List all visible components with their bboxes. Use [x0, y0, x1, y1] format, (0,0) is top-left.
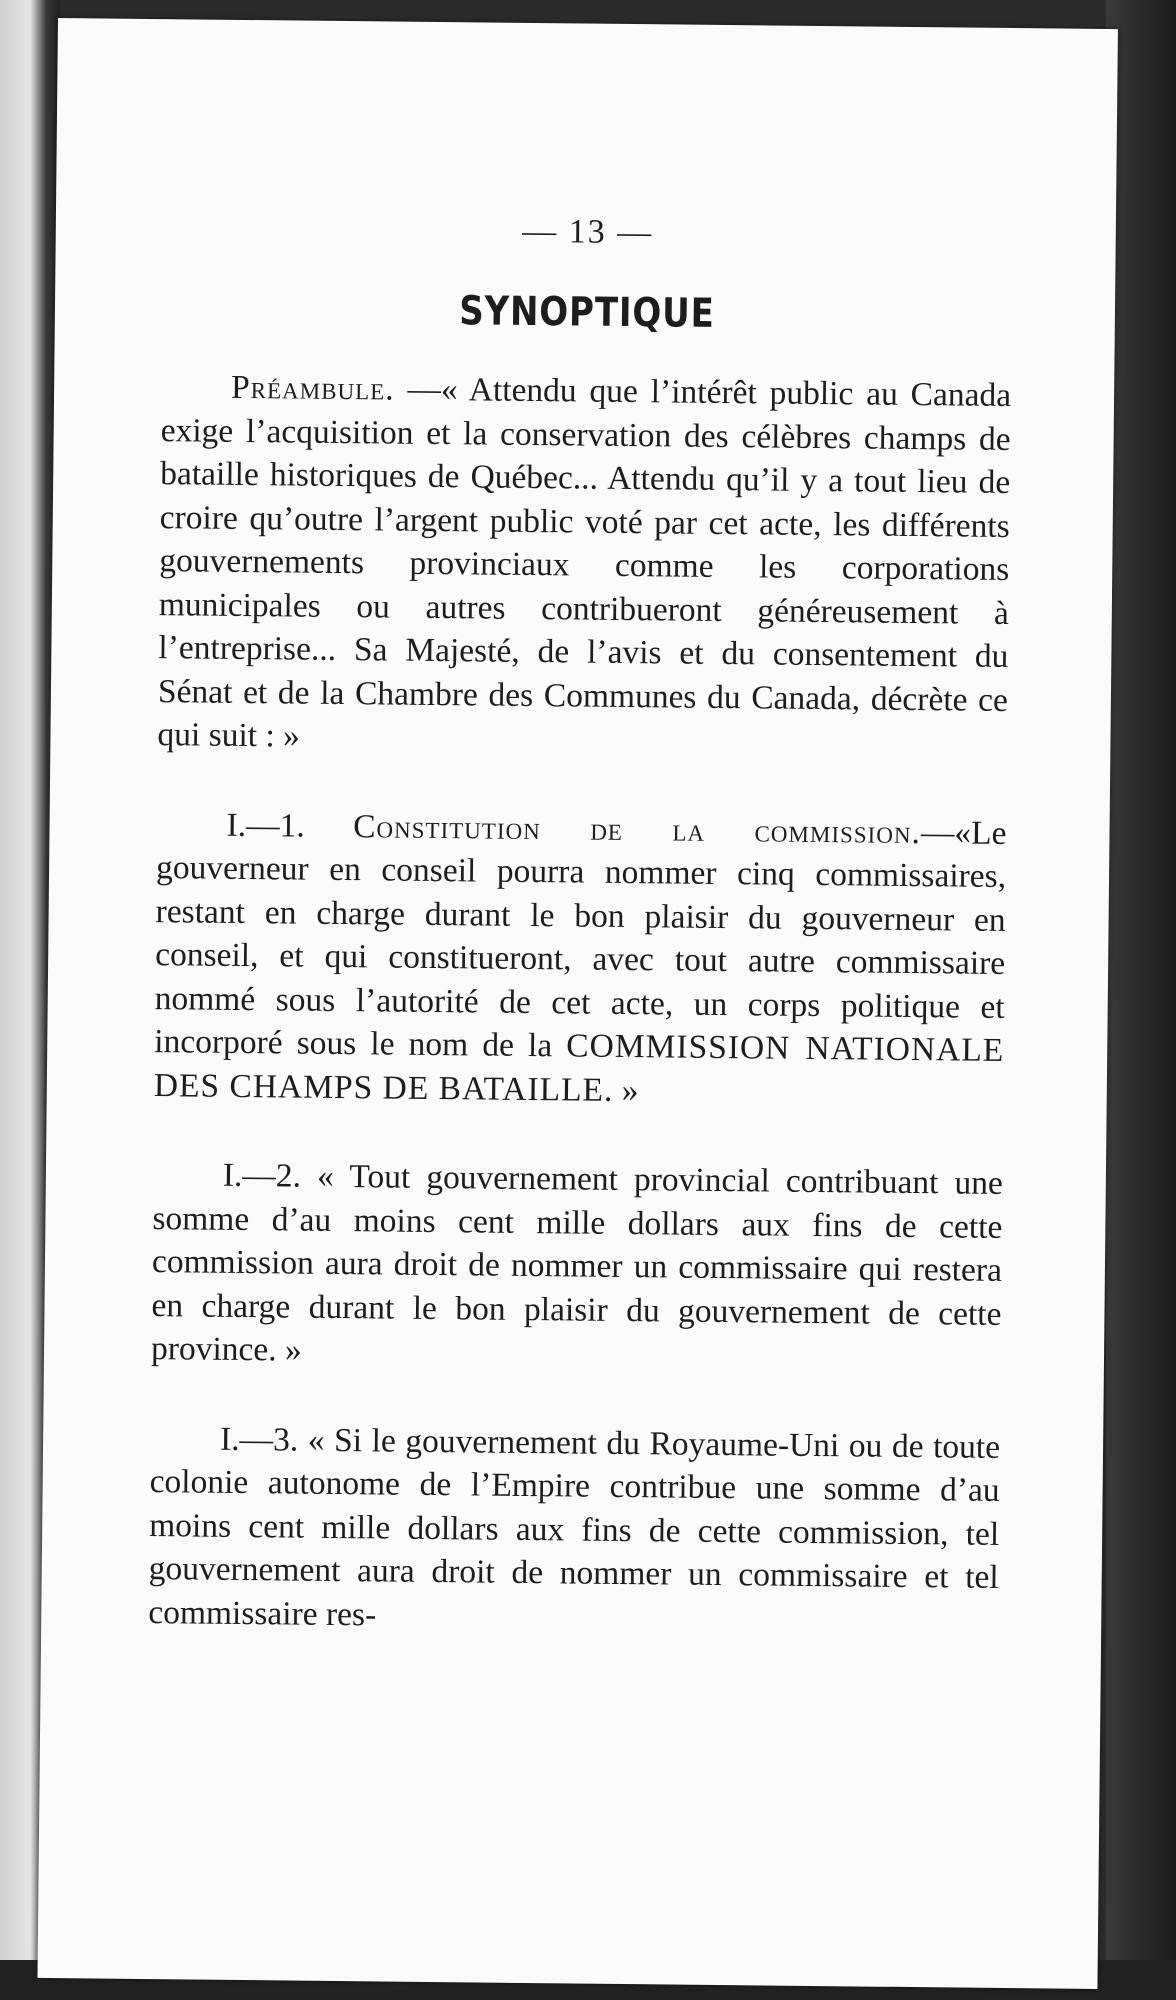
- page-content: [148, 209, 1013, 1689]
- section-1-1-commission-name: COMMISSION NATIONALE DES CHAMPS DE BATAILLE.: [153, 1027, 1005, 1109]
- page-title: SYNOPTIQUE: [458, 288, 715, 337]
- preamble-paragraph: [157, 365, 1011, 765]
- section-1-1-number: I.—1.: [226, 806, 354, 845]
- section-1-1-end: »: [613, 1071, 639, 1109]
- section-1-3-number: I.—3.: [219, 1420, 309, 1459]
- section-1-2-paragraph: [151, 1153, 1003, 1379]
- page-number: — 13 —: [522, 212, 654, 252]
- section-1-1-text: —«Le gouverneur en conseil pourra nommer cinq commissaires, restant en charge durant le bon plaisir du gouverneur en conseil, et qui constitueront, avec tout autre commissaire nommé sous l’autorité de cet acte, un corps politique et incorporé sous le nom de la: [154, 813, 1007, 1065]
- section-1-2-number: I.—2.: [222, 1156, 318, 1195]
- section-1-3-text: « Si le gouvernement du Royaume-Uni ou de toute colonie autonome de l’Empire contribue une somme d’au moins cent mille dollars aux fins de cette commission, tel gouvernement aura droit de nommer un commissaire et tel commissaire res-: [148, 1421, 1001, 1633]
- preamble-heading: Préambule.: [230, 368, 395, 408]
- section-1-1-heading: Constitution de la commission.: [353, 807, 922, 851]
- document-page: [37, 18, 1117, 1989]
- section-1-3-paragraph: [148, 1417, 1000, 1643]
- section-1-1-paragraph: [154, 803, 1007, 1116]
- section-1-2-text: « Tout gouvernement provincial contribuant une somme d’au moins cent mille dollars aux fins de cette commission aura droit de nommer un commissaire qui restera en charge durant le bon plaisir du gouvernement de cette province. »: [150, 1157, 1004, 1369]
- scan-right-edge: [1106, 0, 1176, 2000]
- preamble-text: —« Attendu que l’intérêt public au Canada exige l’acquisition et la conservation des célèbres champs de bataille historiques de Québec... Attendu qu’il y a tout lieu de croire qu’outre l’argent public voté par cet acte, les différents gouvernements provinciaux comme les corporations municipales ou autres contribueront généreusement à l’entreprise... Sa Majesté, de l’avis et du consentement du Sénat et de la Chambre des Communes du Canada, décrète ce qui suit : »: [157, 370, 1012, 755]
